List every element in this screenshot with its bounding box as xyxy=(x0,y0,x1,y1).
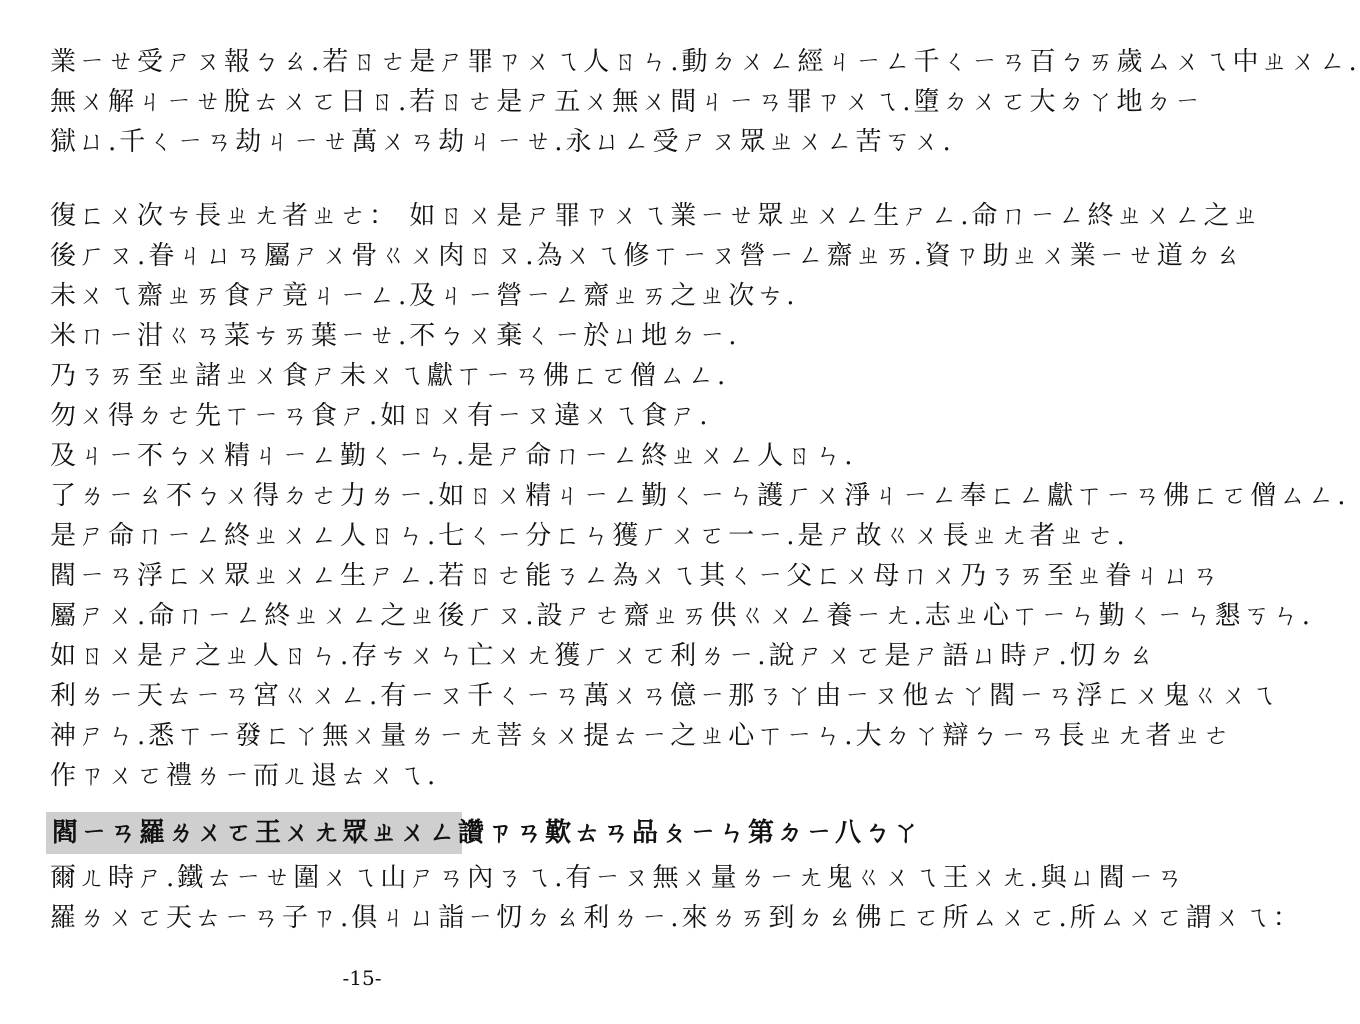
text-line: 閻ㄧㄢ浮ㄈㄨ眾ㄓㄨㄥ生ㄕㄥ.若ㄖㄜ能ㄋㄥ為ㄨㄟ其ㄑㄧ父ㄈㄨ母ㄇㄨ乃ㄋㄞ至ㄓ眷ㄐㄩㄢ xyxy=(50,561,1222,591)
text-line: 利ㄌㄧ天ㄊㄧㄢ宮ㄍㄨㄥ.有ㄧㄡ千ㄑㄧㄢ萬ㄨㄢ億ㄧ那ㄋㄚ由ㄧㄡ他ㄊㄚ閻ㄧㄢ浮ㄈㄨ鬼ㄍㄨㄟ xyxy=(50,681,1280,711)
text-line: 及ㄐㄧ不ㄅㄨ精ㄐㄧㄥ勤ㄑㄧㄣ.是ㄕ命ㄇㄧㄥ終ㄓㄨㄥ人ㄖㄣ. xyxy=(50,441,856,471)
text-line: 了ㄌㄧㄠ不ㄅㄨ得ㄉㄜ力ㄌㄧ.如ㄖㄨ精ㄐㄧㄥ勤ㄑㄧㄣ護ㄏㄨ淨ㄐㄧㄥ奉ㄈㄥ獻ㄒㄧㄢ佛ㄈㄛ僧ㄙㄥ. xyxy=(50,481,1349,511)
text-line: 米ㄇㄧ泔ㄍㄢ菜ㄘㄞ葉ㄧㄝ.不ㄅㄨ棄ㄑㄧ於ㄩ地ㄉㄧ. xyxy=(50,321,740,351)
text-line: 乃ㄋㄞ至ㄓ諸ㄓㄨ食ㄕ未ㄨㄟ獻ㄒㄧㄢ佛ㄈㄛ僧ㄙㄥ. xyxy=(50,361,729,391)
text-line: 如ㄖㄨ是ㄕ之ㄓ人ㄖㄣ.存ㄘㄨㄣ亡ㄨㄤ獲ㄏㄨㄛ利ㄌㄧ.說ㄕㄨㄛ是ㄕ語ㄩ時ㄕ.忉ㄉㄠ xyxy=(50,641,1157,671)
chapter-heading xyxy=(46,812,923,854)
text-line: 無ㄨ解ㄐㄧㄝ脫ㄊㄨㄛ日ㄖ.若ㄖㄜ是ㄕ五ㄨ無ㄨ間ㄐㄧㄢ罪ㄗㄨㄟ.墮ㄉㄨㄛ大ㄉㄚ地ㄉㄧ xyxy=(50,87,1204,117)
text-line: 爾ㄦ時ㄕ.鐵ㄊㄧㄝ圍ㄨㄟ山ㄕㄢ內ㄋㄟ.有ㄧㄡ無ㄨ量ㄌㄧㄤ鬼ㄍㄨㄟ王ㄨㄤ.與ㄩ閻ㄧㄢ xyxy=(50,863,1186,893)
text-line: 復ㄈㄨ次ㄘ長ㄓㄤ者ㄓㄜ： 如ㄖㄨ是ㄕ罪ㄗㄨㄟ業ㄧㄝ眾ㄓㄨㄥ生ㄕㄥ.命ㄇㄧㄥ終ㄓㄨㄥ之ㄓ xyxy=(50,201,1262,231)
page-number: -15- xyxy=(342,966,382,990)
text-line: 獄ㄩ.千ㄑㄧㄢ劫ㄐㄧㄝ萬ㄨㄢ劫ㄐㄧㄝ.永ㄩㄥ受ㄕㄡ眾ㄓㄨㄥ苦ㄎㄨ. xyxy=(50,127,954,157)
text-line: 屬ㄕㄨ.命ㄇㄧㄥ終ㄓㄨㄥ之ㄓ後ㄏㄡ.設ㄕㄜ齋ㄓㄞ供ㄍㄨㄥ養ㄧㄤ.志ㄓ心ㄒㄧㄣ勤ㄑㄧㄣ懇ㄎㄣ. xyxy=(50,601,1314,631)
text-line: 後ㄏㄡ.眷ㄐㄩㄢ屬ㄕㄨ骨ㄍㄨ肉ㄖㄡ.為ㄨㄟ修ㄒㄧㄡ營ㄧㄥ齋ㄓㄞ.資ㄗ助ㄓㄨ業ㄧㄝ道ㄉㄠ xyxy=(50,241,1244,271)
text-line: 業ㄧㄝ受ㄕㄡ報ㄅㄠ.若ㄖㄜ是ㄕ罪ㄗㄨㄟ人ㄖㄣ.動ㄉㄨㄥ經ㄐㄧㄥ千ㄑㄧㄢ百ㄅㄞ歲ㄙㄨㄟ中ㄓㄨㄥ. xyxy=(50,47,1360,77)
text-line: 是ㄕ命ㄇㄧㄥ終ㄓㄨㄥ人ㄖㄣ.七ㄑㄧ分ㄈㄣ獲ㄏㄨㄛ一ㄧ.是ㄕ故ㄍㄨ長ㄓㄤ者ㄓㄜ. xyxy=(50,521,1128,551)
text-line: 未ㄨㄟ齋ㄓㄞ食ㄕ竟ㄐㄧㄥ.及ㄐㄧ營ㄧㄥ齋ㄓㄞ之ㄓ次ㄘ. xyxy=(50,281,798,311)
text-line: 羅ㄌㄨㄛ天ㄊㄧㄢ子ㄗ.俱ㄐㄩ詣ㄧ忉ㄉㄠ利ㄌㄧ.來ㄌㄞ到ㄉㄠ佛ㄈㄛ所ㄙㄨㄛ.所ㄙㄨㄛ謂ㄨㄟ： xyxy=(50,903,1302,933)
chapter-heading-text: 閻ㄧㄢ羅ㄌㄨㄛ王ㄨㄤ眾ㄓㄨㄥ讚ㄗㄢ歎ㄊㄢ品ㄆㄧㄣ第ㄉㄧ八ㄅㄚ xyxy=(52,818,923,848)
text-line: 勿ㄨ得ㄉㄜ先ㄒㄧㄢ食ㄕ.如ㄖㄨ有ㄧㄡ違ㄨㄟ食ㄕ. xyxy=(50,401,711,431)
text-line: 作ㄗㄨㄛ禮ㄌㄧ而ㄦ退ㄊㄨㄟ. xyxy=(50,761,439,791)
text-line: 神ㄕㄣ.悉ㄒㄧ發ㄈㄚ無ㄨ量ㄌㄧㄤ菩ㄆㄨ提ㄊㄧ之ㄓ心ㄒㄧㄣ.大ㄉㄚ辯ㄅㄧㄢ長ㄓㄤ者ㄓㄜ xyxy=(50,721,1233,751)
